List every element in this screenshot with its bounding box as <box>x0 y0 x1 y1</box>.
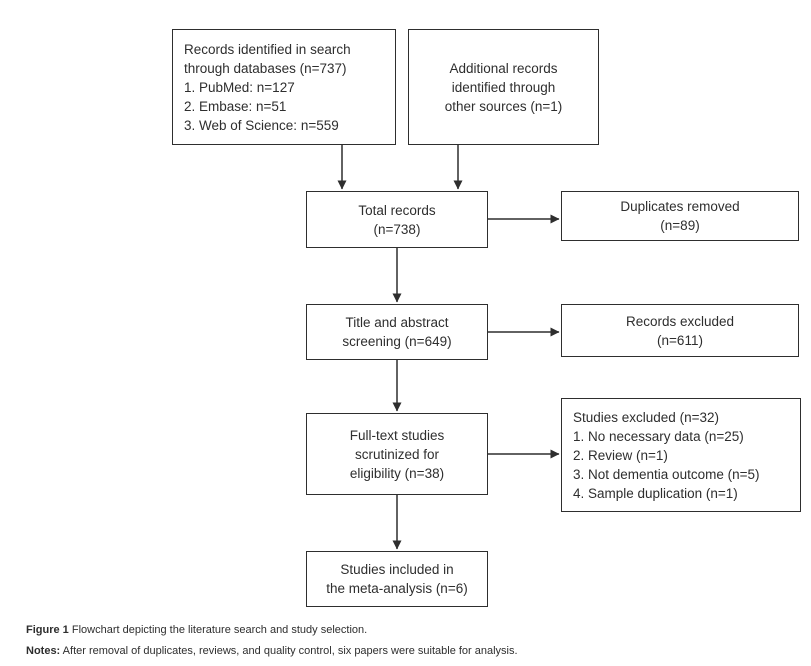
box-line: Records excluded <box>625 313 735 329</box>
box-title-abstract-screening <box>306 304 488 360</box>
box-total-records <box>306 191 488 248</box>
box-line: Duplicates removed <box>620 199 740 214</box>
figure-caption-text: Flowchart depicting the literature search and study selection. <box>68 624 368 636</box>
box-line: 2. Review (n=1) <box>573 447 668 463</box>
figure-label: Figure 1 <box>26 624 69 636</box>
box-line: (n=89) <box>660 218 700 233</box>
box-line: Total records <box>358 202 436 218</box>
notes-label: Notes: <box>26 645 61 657</box>
box-additional-records <box>408 29 599 145</box>
box-line: Additional records <box>449 60 558 76</box>
box-line: scrutinized for <box>354 446 440 462</box>
box-line: the meta-analysis (n=6) <box>326 581 468 596</box>
box-line: Studies included in <box>340 562 454 577</box>
box-line: Studies excluded (n=32) <box>573 409 719 425</box>
figure-caption <box>26 620 786 662</box>
box-line: 3. Web of Science: n=559 <box>184 117 339 133</box>
box-line: (n=611) <box>657 332 703 348</box>
figure-notes-line <box>26 641 786 662</box>
box-studies-included <box>306 551 488 607</box>
box-line: 1. No necessary data (n=25) <box>573 428 744 444</box>
box-line: 3. Not dementia outcome (n=5) <box>573 466 760 482</box>
box-records-excluded <box>561 304 799 357</box>
figure-notes-text: After removal of duplicates, reviews, and quality control, six papers were suitable for analysis. <box>60 645 518 657</box>
box-records-identified <box>172 29 396 145</box>
box-line: 1. PubMed: n=127 <box>184 79 295 95</box>
box-line: identified through <box>451 79 556 95</box>
box-fulltext-studies <box>306 413 488 495</box>
box-line: other sources (n=1) <box>444 98 563 114</box>
box-line: screening (n=649) <box>342 334 452 349</box>
box-line: (n=738) <box>373 221 421 237</box>
box-line: Records identified in search <box>184 41 351 57</box>
box-line: through databases (n=737) <box>184 60 347 76</box>
box-line: Full-text studies <box>349 427 445 443</box>
box-line: eligibility (n=38) <box>349 465 445 481</box>
box-line: 2. Embase: n=51 <box>184 98 287 114</box>
box-line: 4. Sample duplication (n=1) <box>573 485 738 501</box>
box-studies-excluded <box>561 398 801 512</box>
figure-caption-line <box>26 620 786 641</box>
box-duplicates-removed <box>561 191 799 241</box>
box-line: Title and abstract <box>345 315 449 330</box>
